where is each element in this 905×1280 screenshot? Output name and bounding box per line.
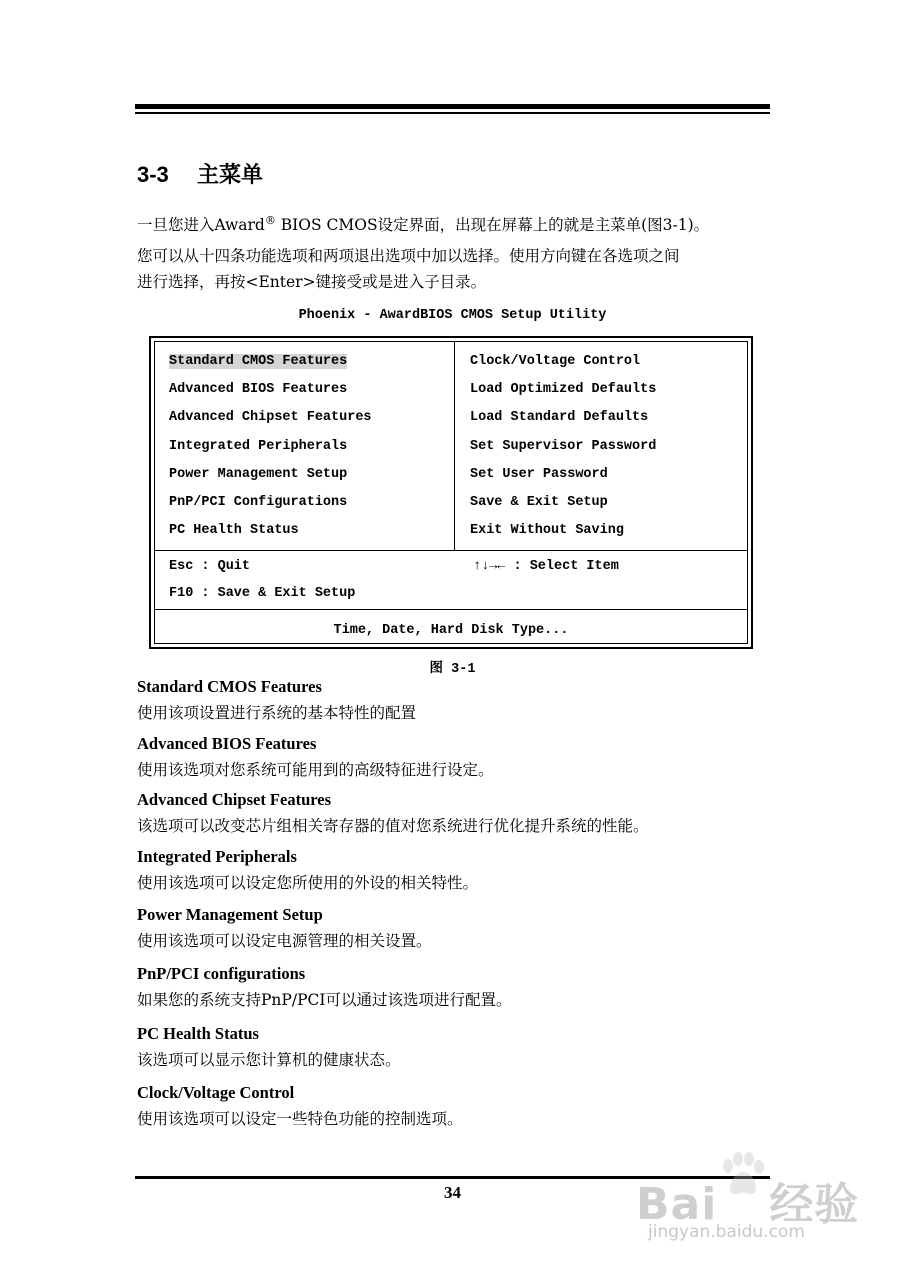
header-rule-thin bbox=[135, 112, 770, 114]
bios-screen bbox=[149, 336, 753, 649]
desc-text-pc-health: 该选项可以显示您计算机的健康状态。 bbox=[137, 1051, 401, 1069]
hint-f10-save: F10 : Save & Exit Setup bbox=[169, 586, 356, 601]
menu-item-integrated-peripherals[interactable]: Integrated Peripherals bbox=[169, 439, 348, 454]
desc-text-pnp-pci: 如果您的系统支持PnP/PCI可以通过该选项进行配置。 bbox=[137, 991, 512, 1009]
paw-toe-1 bbox=[723, 1159, 733, 1173]
intro-text-b: BIOS CMOS设定界面，出现在屏幕上的就是主菜单(图3-1)。 bbox=[275, 216, 710, 235]
paw-toe-2 bbox=[733, 1152, 743, 1166]
header-rule-thick bbox=[135, 104, 770, 109]
watermark-brand-latin: Bai bbox=[636, 1179, 718, 1230]
bios-hint-divider bbox=[155, 550, 747, 551]
baidu-paw-icon bbox=[718, 1152, 766, 1196]
menu-item-user-password[interactable]: Set User Password bbox=[470, 467, 608, 482]
desc-text-advanced-bios: 使用该选项对您系统可能用到的高级特征进行设定。 bbox=[137, 761, 494, 779]
section-number: 3-3 bbox=[137, 162, 169, 187]
bios-utility-title: Phoenix - AwardBIOS CMOS Setup Utility bbox=[298, 308, 607, 323]
section-heading bbox=[137, 158, 263, 189]
paw-toe-3 bbox=[744, 1152, 754, 1166]
watermark-brand-cn: 经验 bbox=[769, 1179, 860, 1230]
menu-item-exit-no-save[interactable]: Exit Without Saving bbox=[470, 523, 624, 538]
desc-title-power-management: Power Management Setup bbox=[137, 905, 323, 924]
desc-text-advanced-chipset: 该选项可以改变芯片组相关寄存器的值对您系统进行优化提升系统的性能。 bbox=[137, 817, 649, 835]
menu-item-pc-health[interactable]: PC Health Status bbox=[169, 523, 299, 538]
desc-title-integrated-peripherals: Integrated Peripherals bbox=[137, 847, 297, 866]
paw-pad bbox=[730, 1172, 756, 1194]
menu-item-clock-voltage[interactable]: Clock/Voltage Control bbox=[470, 354, 641, 369]
page-number: 34 bbox=[444, 1183, 461, 1202]
bios-column-divider bbox=[454, 342, 455, 550]
menu-item-load-standard[interactable]: Load Standard Defaults bbox=[470, 410, 649, 425]
desc-text-integrated-peripherals: 使用该选项可以设定您所使用的外设的相关特性。 bbox=[137, 874, 479, 892]
paw-toe-4 bbox=[754, 1160, 764, 1174]
desc-title-advanced-bios: Advanced BIOS Features bbox=[137, 734, 317, 753]
hint-esc-quit: Esc : Quit bbox=[169, 559, 251, 574]
menu-item-standard-cmos[interactable]: Standard CMOS Features bbox=[169, 354, 348, 369]
desc-title-pnp-pci: PnP/PCI configurations bbox=[137, 964, 306, 983]
intro-text-d: 进行选择，再按<Enter>键接受或是进入子目录。 bbox=[137, 273, 487, 291]
intro-paragraph-2 bbox=[137, 243, 777, 295]
intro-paragraph-1 bbox=[137, 208, 777, 238]
intro-text-a: 一旦您进入Award bbox=[137, 216, 265, 235]
desc-title-standard-cmos: Standard CMOS Features bbox=[137, 677, 322, 696]
menu-item-pnp-pci[interactable]: PnP/PCI Configurations bbox=[169, 495, 348, 510]
menu-item-load-optimized[interactable]: Load Optimized Defaults bbox=[470, 382, 657, 397]
menu-item-power-management[interactable]: Power Management Setup bbox=[169, 467, 348, 482]
desc-text-standard-cmos: 使用该项设置进行系统的基本特性的配置 bbox=[137, 704, 417, 722]
menu-item-advanced-chipset[interactable]: Advanced Chipset Features bbox=[169, 410, 372, 425]
desc-text-clock-voltage: 使用该选项可以设定一些特色功能的控制选项。 bbox=[137, 1110, 463, 1128]
bios-status-divider bbox=[155, 609, 747, 610]
hint-arrow-select: ↑↓→← : Select Item bbox=[473, 559, 619, 574]
desc-text-power-management: 使用该选项可以设定电源管理的相关设置。 bbox=[137, 932, 432, 950]
bios-status-line: Time, Date, Hard Disk Type... bbox=[333, 623, 569, 638]
figure-label: 图 3-1 bbox=[429, 662, 476, 677]
menu-item-save-exit[interactable]: Save & Exit Setup bbox=[470, 495, 608, 510]
menu-item-supervisor-password[interactable]: Set Supervisor Password bbox=[470, 439, 657, 454]
desc-title-pc-health: PC Health Status bbox=[137, 1024, 259, 1043]
section-title: 主菜单 bbox=[197, 162, 264, 187]
menu-item-advanced-bios[interactable]: Advanced BIOS Features bbox=[169, 382, 348, 397]
desc-title-clock-voltage: Clock/Voltage Control bbox=[137, 1083, 295, 1102]
desc-title-advanced-chipset: Advanced Chipset Features bbox=[137, 790, 332, 809]
bios-inner-frame bbox=[154, 341, 748, 644]
watermark-url: jingyan.baidu.com bbox=[648, 1222, 805, 1242]
registered-mark: ® bbox=[264, 214, 276, 227]
intro-text-c: 您可以从十四条功能选项和两项退出选项中加以选择。使用方向键在各选项之间 bbox=[137, 247, 680, 265]
